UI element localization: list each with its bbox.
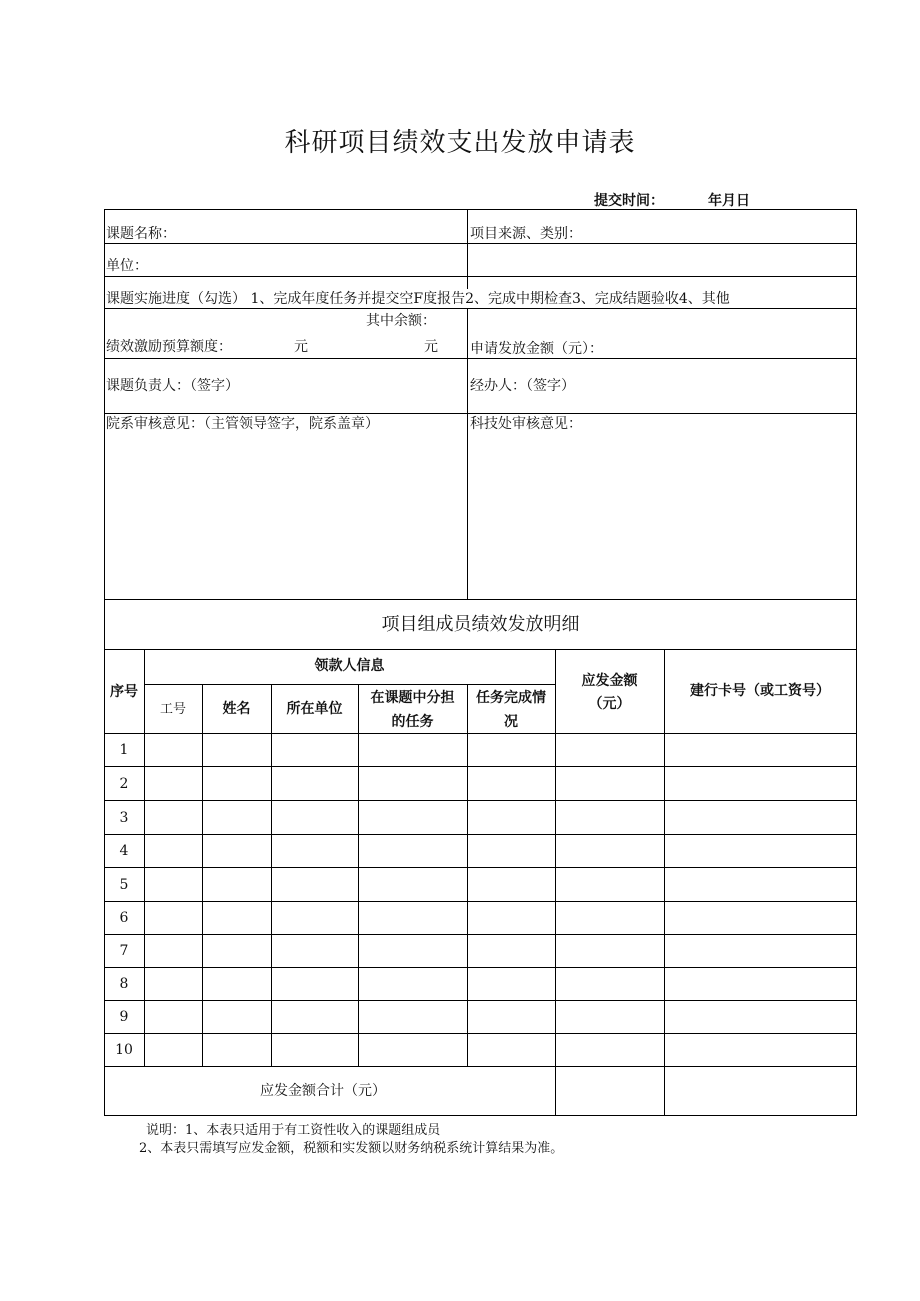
col-name: 姓名 [222, 701, 251, 717]
col-amount-line1: 应发金额 [581, 673, 638, 689]
col-task-line1: 在课题中分担 [370, 690, 455, 706]
col-task-line2: 的任务 [391, 714, 434, 730]
row-number: 8 [119, 976, 129, 992]
col-unit: 所在单位 [286, 701, 343, 717]
note-line2: 2、本表只需填写应发金额，税额和实发额以财务纳税系统计算结果为准。 [139, 1141, 564, 1156]
total-label: 应发金额合计（元） [260, 1083, 386, 1099]
row-number: 1 [119, 742, 129, 758]
row-number: 5 [119, 877, 129, 893]
row-number: 7 [119, 943, 129, 959]
remaining-unit: 元 [424, 339, 438, 355]
apply-amount-field[interactable]: 申请发放金额（元）： [470, 341, 603, 357]
project-source-field[interactable]: 项目来源、类别： [470, 226, 582, 242]
row-number: 6 [119, 910, 129, 926]
page-title: 科研项目绩效支出发放申请表 [284, 128, 636, 158]
remaining-label: 其中余额： [366, 313, 436, 329]
row-number: 2 [119, 776, 129, 792]
detail-title: 项目组成员绩效发放明细 [381, 614, 580, 635]
row-number: 9 [119, 1009, 129, 1025]
unit-field[interactable]: 单位： [106, 258, 148, 274]
row-number: 3 [119, 810, 129, 826]
col-payee-info: 领款人信息 [314, 658, 385, 674]
submit-date: 年月日 [708, 193, 750, 209]
col-amount-line2: （元） [588, 696, 631, 712]
col-seq: 序号 [110, 684, 138, 700]
handler-signature[interactable]: 经办人：（签字） [470, 378, 575, 394]
note-line1: 说明：1、本表只适用于有工资性收入的课题组成员 [146, 1123, 441, 1138]
row-number: 10 [115, 1042, 133, 1058]
col-id: 工号 [159, 702, 186, 717]
office-opinion-field[interactable]: 科技处审核意见： [470, 416, 582, 432]
submit-time-label: 提交时间： [594, 193, 664, 209]
dept-opinion-field[interactable]: 院系审核意见：（主管领导签字，院系盖章） [106, 416, 379, 432]
col-card: 建行卡号（或工资号） [690, 683, 830, 699]
budget-field[interactable]: 绩效激励预算额度： [106, 339, 232, 355]
submit-time [594, 190, 750, 210]
col-status-line1: 任务完成情 [476, 690, 546, 706]
project-name-field[interactable]: 课题名称： [106, 226, 176, 242]
row-number: 4 [119, 843, 129, 859]
budget-unit: 元 [294, 339, 308, 355]
leader-signature[interactable]: 课题负责人：（签字） [106, 378, 239, 394]
col-status-line2: 况 [504, 714, 518, 730]
progress-checklist[interactable]: 课题实施进度（勾选） 1、完成年度任务并提交空F度报告2、完成中期检查3、完成结题验收4、其他 [106, 291, 730, 307]
